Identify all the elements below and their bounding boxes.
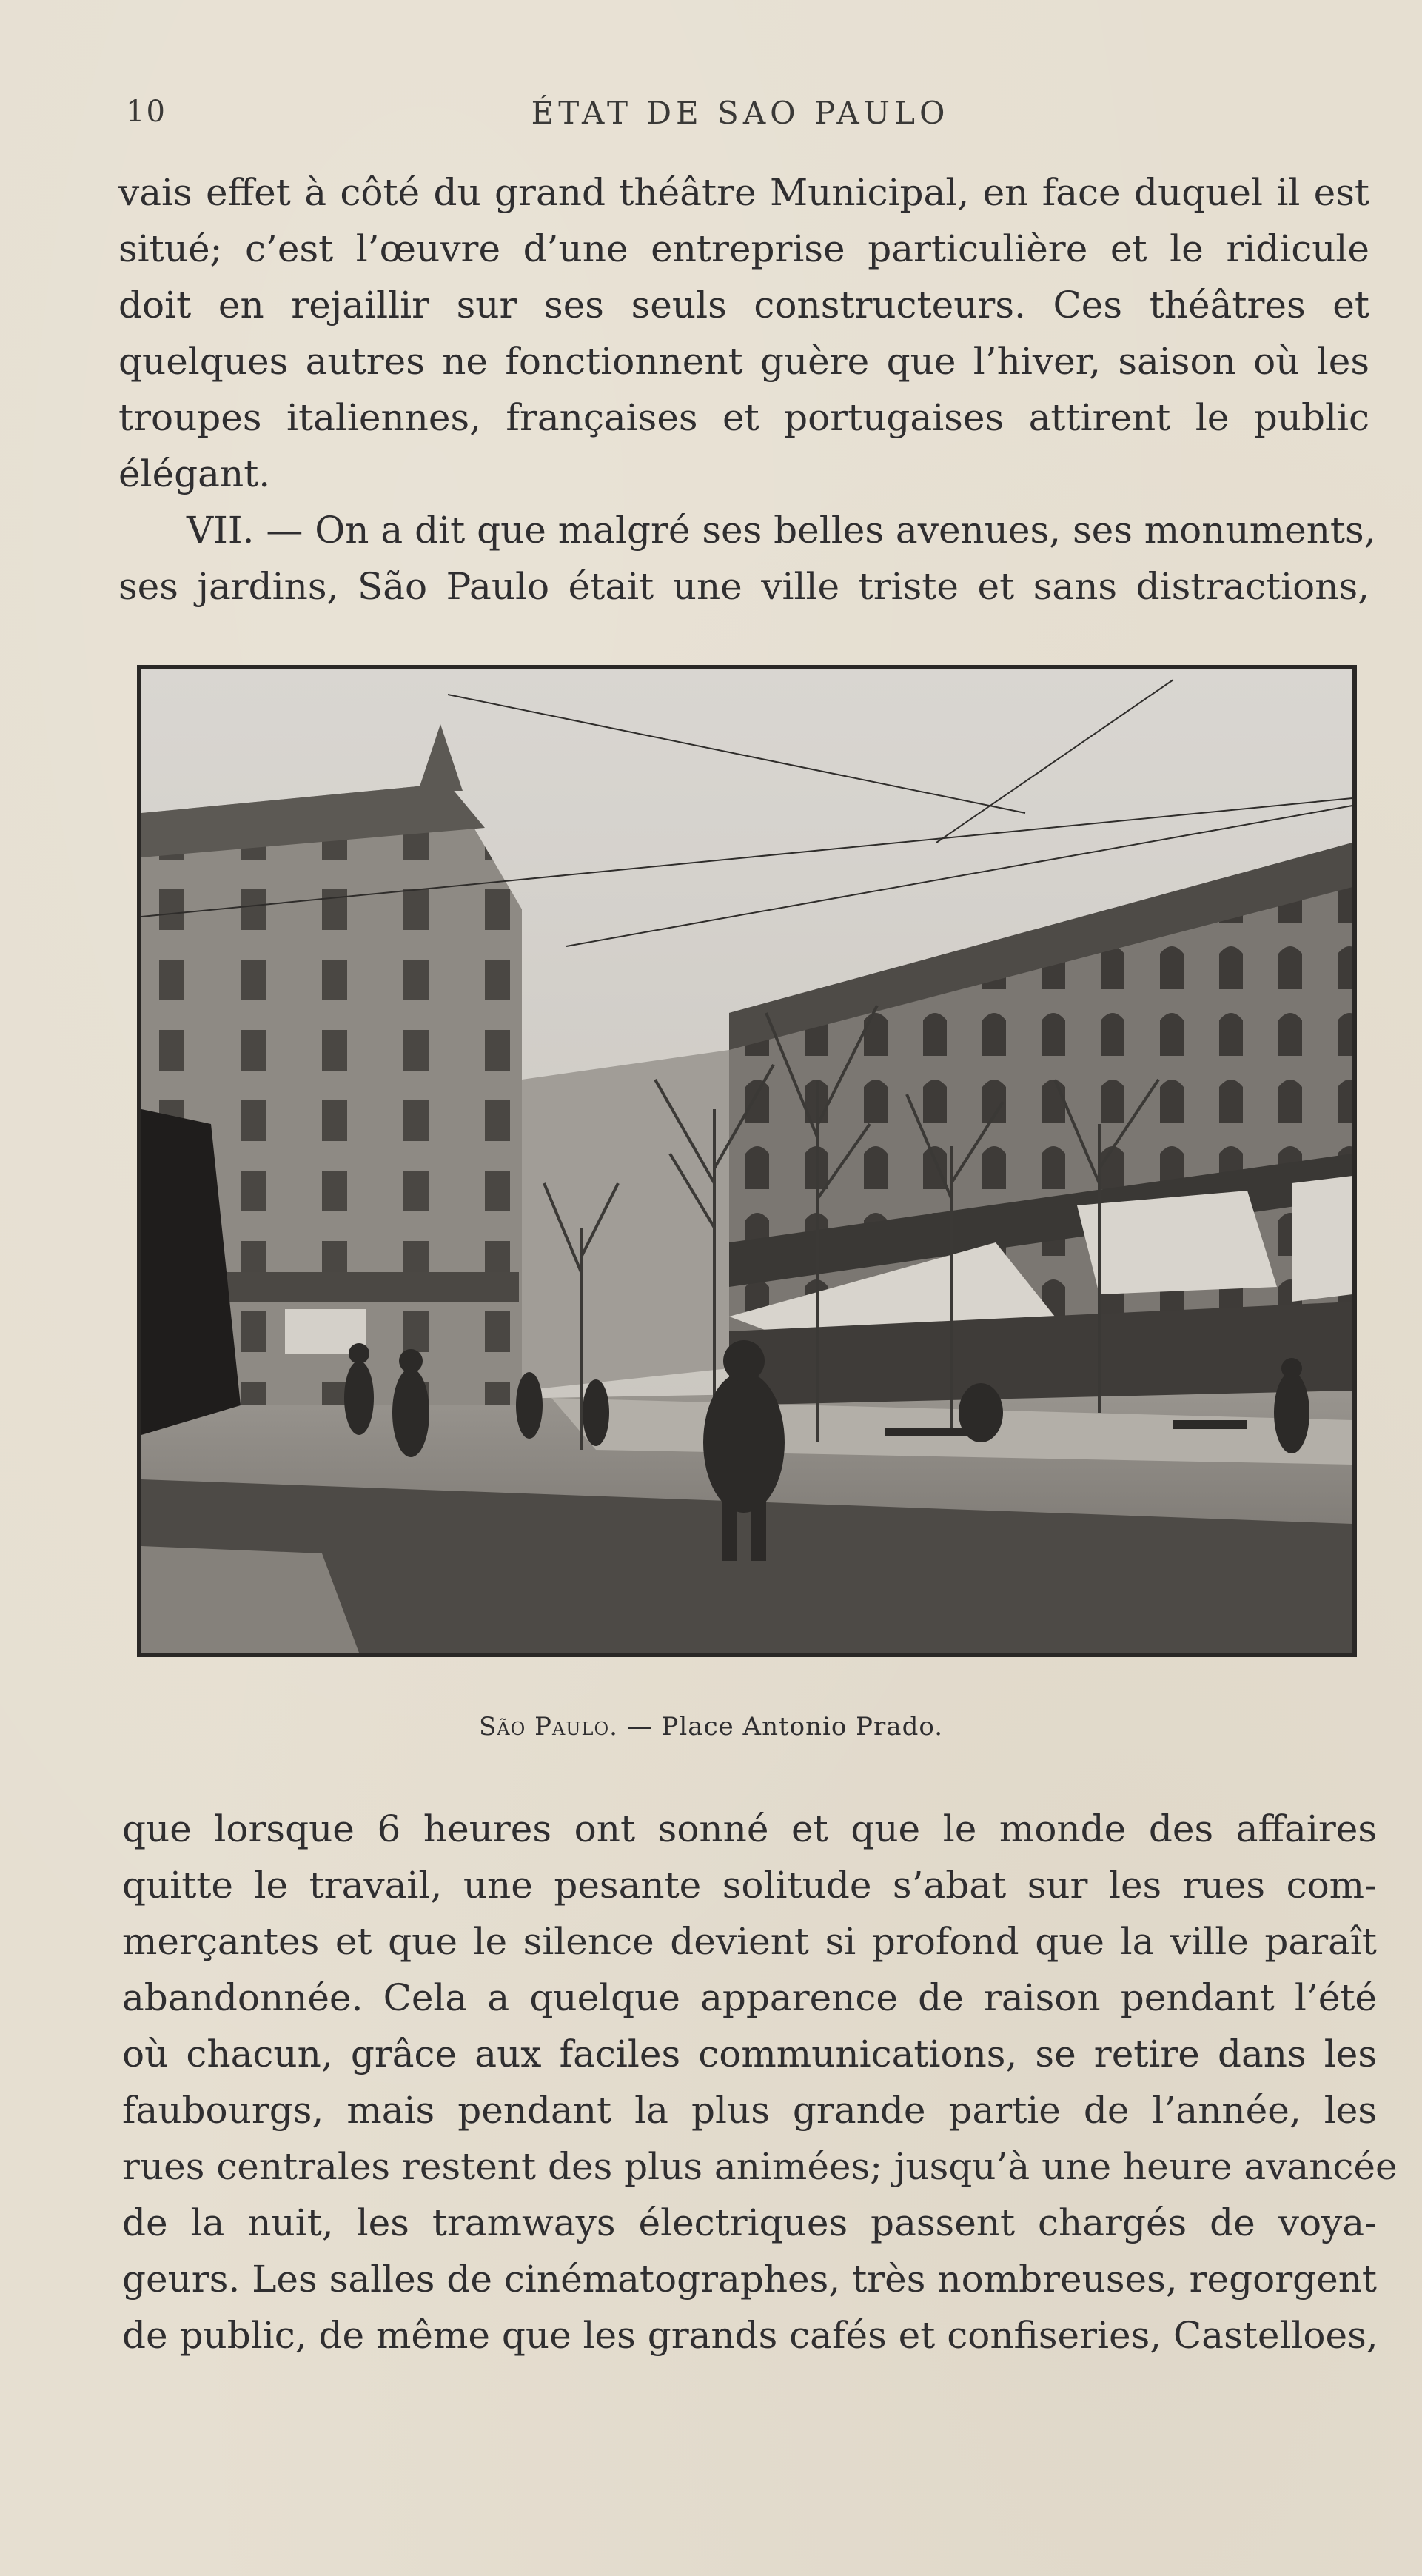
text-line: situé; c’est l’œuvre d’une entreprise particulière et le ridicule — [118, 227, 1369, 270]
photograph-place-antonio-prado — [137, 665, 1357, 1657]
text-line: merçantes et que le silence devient si profond que la ville paraît — [122, 1920, 1377, 1963]
text-line: de la nuit, les tramways électriques passent chargés de voya- — [122, 2201, 1377, 2244]
text-line: troupes italiennes, françaises et portugaises attirent le public — [118, 396, 1369, 439]
caption-text: — Place Antonio Prado. — [617, 1712, 944, 1742]
text-line: élégant. — [118, 452, 271, 495]
page-number: 10 — [126, 95, 167, 129]
text-line: rues centrales restent des plus animées; jusqu’à une heure avancée — [122, 2145, 1398, 2188]
text-line: vais effet à côté du grand théâtre Municipal, en face duquel il est — [118, 171, 1369, 214]
text-line: geurs. Les salles de cinématographes, très nombreuses, regorgent — [122, 2258, 1377, 2301]
text-line: doit en rejaillir sur ses seuls constructeurs. Ces théâtres et — [118, 284, 1369, 327]
text-line: quitte le travail, une pesante solitude s’abat sur les rues com- — [122, 1864, 1377, 1907]
text-line: ses jardins, São Paulo était une ville triste et sans distractions, — [118, 565, 1369, 608]
text-line: de public, de même que les grands cafés et confiseries, Castelloes, — [122, 2314, 1378, 2357]
running-title: ÉTAT DE SAO PAULO — [531, 95, 950, 131]
page-header — [118, 89, 1362, 141]
text-line: quelques autres ne fonctionnent guère que l’hiver, saison où les — [118, 340, 1369, 383]
paragraph-top — [118, 164, 1376, 615]
text-line: abandonnée. Cela a quelque apparence de raison pendant l’été — [122, 1976, 1377, 2019]
paragraph-bottom — [122, 1801, 1398, 2363]
text-line: où chacun, grâce aux faciles communications, se retire dans les — [122, 2033, 1377, 2075]
figure-caption — [0, 1712, 1422, 1742]
text-line: que lorsque 6 heures ont sonné et que le monde des affaires — [122, 1807, 1377, 1850]
text-line: faubourgs, mais pendant la plus grande partie de l’année, les — [122, 2089, 1377, 2132]
photograph-figure — [137, 665, 1357, 1657]
caption-city: São Paulo. — [478, 1712, 618, 1742]
text-line: VII. — On a dit que malgré ses belles avenues, ses monuments, — [187, 509, 1376, 552]
